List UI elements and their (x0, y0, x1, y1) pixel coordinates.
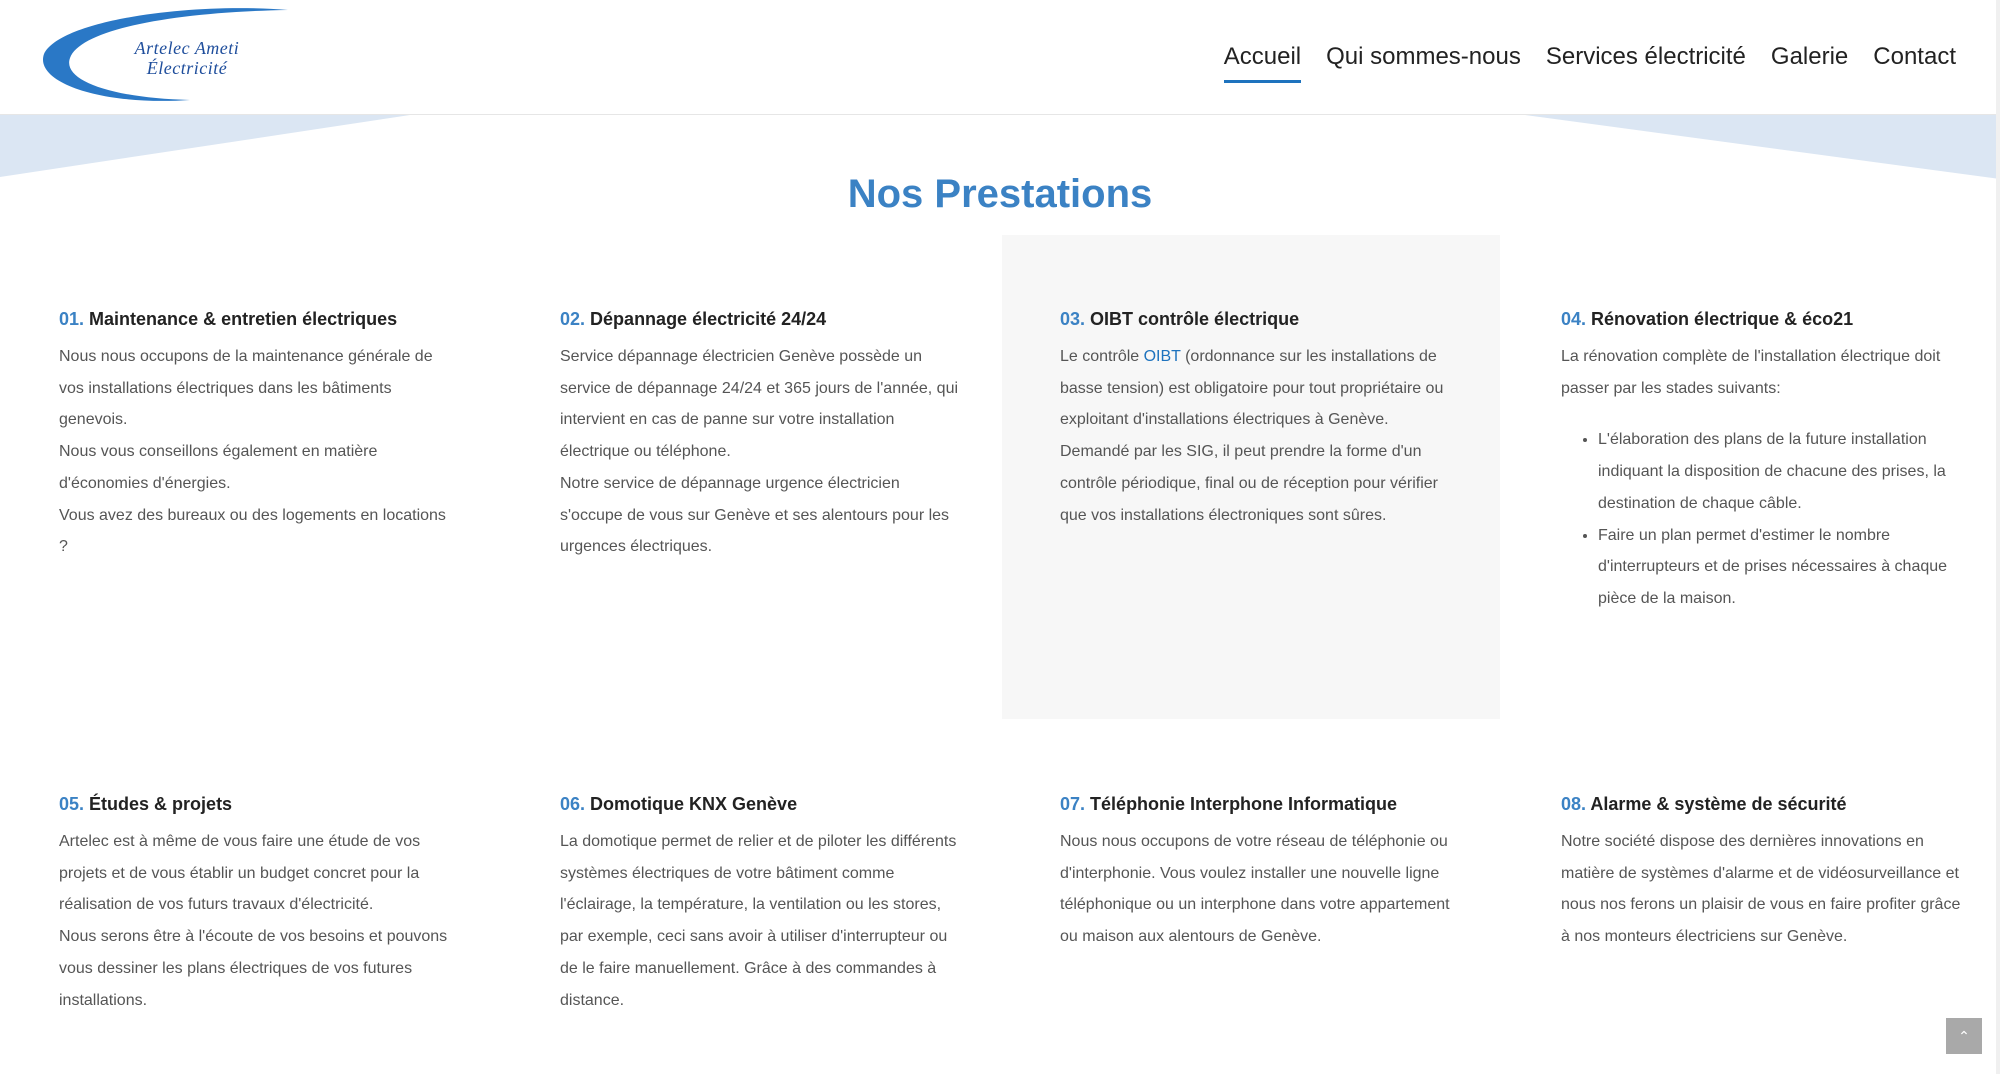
service-title (1060, 792, 1460, 816)
nav-item-services-electricite[interactable]: Services électricité (1545, 43, 1746, 70)
service-title (1561, 307, 1961, 331)
service-card-05[interactable] (59, 792, 459, 1016)
service-card-02[interactable] (560, 307, 960, 563)
logo-line-2: Électricité (146, 58, 228, 78)
nav-item-galerie[interactable]: Galerie (1770, 43, 1849, 70)
main-nav (1224, 40, 1956, 83)
service-body (560, 826, 960, 1016)
service-body (1060, 341, 1460, 531)
service-number: 01. (59, 309, 85, 329)
service-body (59, 826, 459, 1016)
service-title-text: Maintenance & entretien électriques (89, 309, 398, 329)
service-title-text: Alarme & système de sécurité (1590, 794, 1847, 814)
service-number: 05. (59, 794, 85, 814)
service-number: 04. (1561, 309, 1587, 329)
service-paragraph: Nous vous conseillons également en matière d'économies d'énergies. (59, 443, 378, 492)
service-title-text: Domotique KNX Genève (590, 794, 798, 814)
service-number: 08. (1561, 794, 1587, 814)
service-title (59, 792, 459, 816)
nav-item-accueil[interactable]: Accueil (1224, 40, 1301, 83)
service-paragraph (1060, 341, 1460, 531)
service-title-text: Rénovation électrique & éco21 (1591, 309, 1854, 329)
service-paragraph: Service dépannage électricien Genève possède un service de dépannage 24/24 et 365 jours de l'année, qui intervient en cas de panne sur votre installation électrique ou téléphone. (560, 348, 959, 461)
service-number: 06. (560, 794, 586, 814)
oibt-link[interactable]: OIBT (1143, 348, 1181, 365)
service-number: 07. (1060, 794, 1086, 814)
service-paragraph: La rénovation complète de l'installation électrique doit passer par les stades suivants: (1561, 348, 1941, 397)
service-paragraph: Nous nous occupons de la maintenance générale de vos installations électriques dans les bâtiments genevois. (59, 348, 433, 429)
chevron-up-icon: ⌃ (1958, 1028, 1970, 1044)
service-card-08[interactable] (1561, 792, 1961, 953)
nav-item-contact[interactable]: Contact (1873, 43, 1956, 70)
logo-line-1: Artelec Ameti (134, 38, 240, 58)
service-card-07[interactable] (1060, 792, 1460, 953)
service-number: 02. (560, 309, 586, 329)
logo-text (92, 38, 282, 78)
service-title-text: Dépannage électricité 24/24 (590, 309, 827, 329)
service-paragraph: Notre service de dépannage urgence électricien s'occupe de vous sur Genève et ses alentours pour les urgences électriques. (560, 474, 950, 556)
service-body (560, 341, 960, 563)
list-item: • Faire un plan permet d'estimer le nombre d'interrupteurs et de prises nécessaires à chaque pièce de la maison. (1598, 520, 1961, 615)
service-title (1561, 792, 1961, 816)
nav-item-qui-sommes-nous[interactable]: Qui sommes-nous (1326, 43, 1521, 70)
service-title-text: Études & projets (89, 794, 233, 814)
service-paragraph: Nous serons être à l'écoute de vos besoins et pouvons vous dessiner les plans électriques de vos futures installations. (59, 928, 448, 1009)
service-number: 03. (1060, 309, 1086, 329)
service-body (59, 341, 459, 563)
text-segment: (ordonnance sur les installations de basse tension) est obligatoire pour tout propriétaire ou exploitant d'installations électriques à Genève. Demandé par les SIG, il peut prendre la forme d'un contrôle périodique, final ou de réception pour vérifier que vos installations électroniques sont sûres. (1060, 348, 1444, 524)
service-paragraph: La domotique permet de relier et de piloter les différents systèmes électriques de votre bâtiment comme l'éclairage, la température, la ventilation ou les stores, par exemple, ceci sans avoir à utiliser d'interrupteur ou de le faire manuellement. Grâce à des commandes à distance. (560, 833, 957, 1009)
scrollbar[interactable] (1996, 0, 2000, 1074)
service-paragraph: Artelec est à même de vous faire une étude de vos projets et de vous établir un budget concret pour la réalisation de vos futurs travaux d'électricité. (59, 833, 421, 914)
service-title-text: Téléphonie Interphone Informatique (1090, 794, 1398, 814)
service-title-text: OIBT contrôle électrique (1090, 309, 1300, 329)
service-body (1561, 826, 1961, 953)
service-bullet-list (1561, 424, 1961, 614)
service-paragraph: Vous avez des bureaux ou des logements en locations ? (59, 506, 446, 556)
site-header (0, 0, 2000, 115)
service-title (59, 307, 459, 331)
service-body (1561, 341, 1961, 615)
service-card-06[interactable] (560, 792, 960, 1016)
service-title (1060, 307, 1460, 331)
service-title (560, 307, 960, 331)
service-card-04[interactable] (1561, 307, 1961, 615)
service-paragraph: Nous nous occupons de votre réseau de téléphonie ou d'interphonie. Vous voulez installer une nouvelle ligne téléphonique ou un interphone dans votre appartement ou maison aux alentours de Genève. (1060, 833, 1450, 946)
text-segment: Le contrôle (1060, 348, 1144, 365)
service-card-03[interactable] (1060, 307, 1460, 531)
back-to-top-button[interactable] (1946, 1018, 1982, 1054)
section-title: Nos Prestations (847, 172, 1153, 216)
list-item: • L'élaboration des plans de la future installation indiquant la disposition de chacune des prises, la destination de chaque câble. (1598, 424, 1961, 519)
service-body (1060, 826, 1460, 953)
service-card-01[interactable] (59, 307, 459, 563)
service-title (560, 792, 960, 816)
site-logo[interactable] (40, 8, 290, 104)
service-paragraph: Notre société dispose des dernières innovations en matière de systèmes d'alarme et de vidéosurveillance et nous nos ferons un plaisir de vous en faire profiter grâce à nos monteurs électriciens sur Genève. (1561, 833, 1961, 946)
